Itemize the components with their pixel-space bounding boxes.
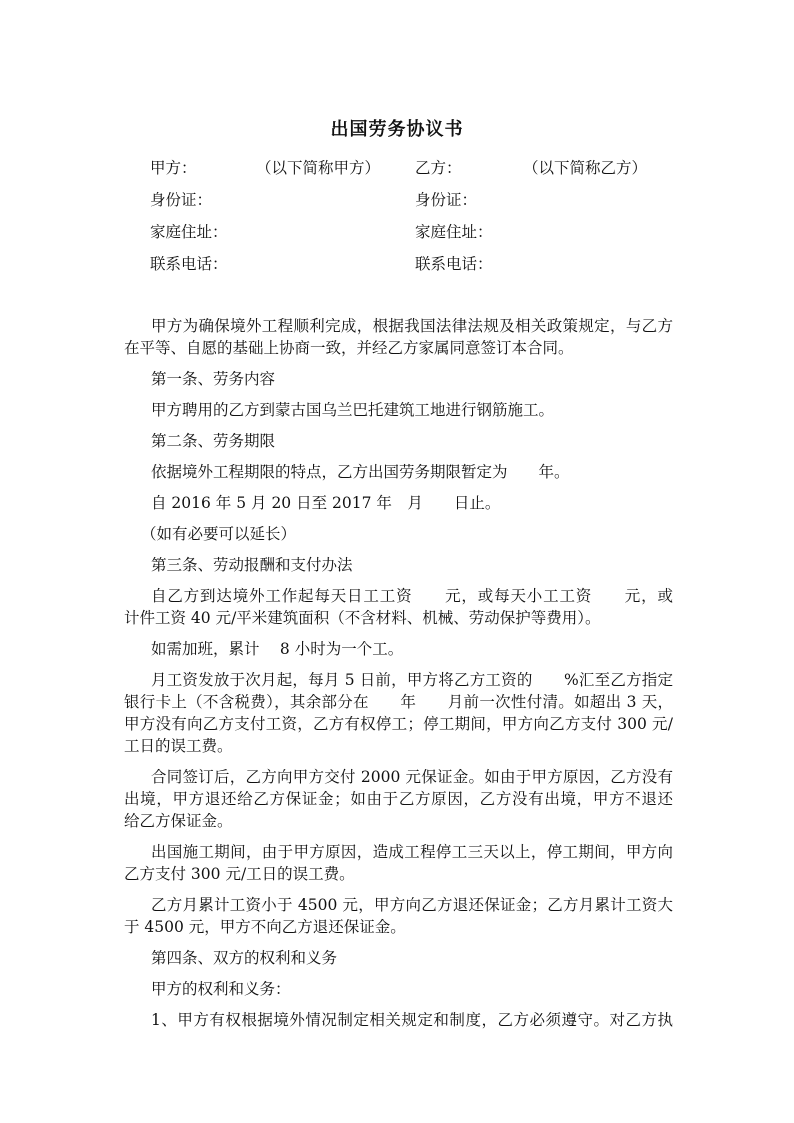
- preamble: [124, 315, 673, 359]
- paragraph-line: 出国施工期间，由于甲方原因，造成工程停工三天以上，停工期间，甲方向: [151, 843, 673, 861]
- article-1-heading: [124, 368, 673, 390]
- paragraph-line: 出境，甲方退还给乙方保证金；如由于乙方原因，乙方没有出境，甲方不退还: [124, 790, 673, 808]
- paragraph-line: 乙方支付 300 元/工日的误工费。: [124, 865, 355, 883]
- article-3-paragraph-deposit-refund: [124, 894, 673, 938]
- party-info: [0, 152, 794, 280]
- paragraph-line: 甲方没有向乙方支付工资，乙方有权停工；停工期间，甲方向乙方支付 300 元/: [124, 715, 673, 733]
- paragraph-line: 工日的误工费。: [124, 737, 233, 755]
- article-2-heading: [124, 430, 673, 452]
- paragraph-line: （如有必要可以延长）: [141, 525, 297, 543]
- article-4-heading: [124, 947, 673, 969]
- article-4-paragraph-party-a-rights: [124, 978, 673, 1000]
- paragraph-line: 乙方月累计工资小于 4500 元，甲方向乙方退还保证金；乙方月累计工资大: [151, 896, 673, 914]
- paragraph-line: 1、甲方有权根据境外情况制定相关规定和制度，乙方必须遵守。对乙方执: [151, 1011, 673, 1029]
- party-a-address-label: 家庭住址：: [150, 223, 228, 241]
- party-a-note: （以下简称甲方）: [256, 159, 381, 177]
- article-3-paragraph-overtime: [124, 638, 673, 660]
- party-row-id: [0, 184, 794, 216]
- article-heading: 第三条、劳动报酬和支付办法: [151, 556, 353, 574]
- article-2-paragraph-dates: [124, 492, 673, 514]
- paragraph-line: 依据境外工程期限的特点，乙方出国劳务期限暂定为 年。: [151, 463, 570, 481]
- paragraph-line: 甲方的权利和义务：: [151, 980, 291, 998]
- party-row-names: [0, 152, 794, 184]
- paragraph-line: 银行卡上（不含税费），其余部分在 年 月前一次性付清。如超出 3 天，: [124, 693, 673, 711]
- party-b-phone-label: 联系电话：: [415, 255, 493, 273]
- article-3-paragraph-payment: [124, 669, 673, 757]
- party-b-id-label: 身份证：: [415, 191, 478, 209]
- article-2-paragraph-extension: [124, 523, 673, 545]
- paragraph-line: 自 2016 年 5 月 20 日至 2017 年 月 日止。: [151, 494, 501, 512]
- contract-body: [124, 315, 673, 1040]
- party-a-phone-label: 联系电话：: [150, 255, 228, 273]
- paragraph-line: 计件工资 40 元/平米建筑面积（不含材料、机械、劳动保护等费用）。: [124, 609, 601, 627]
- party-b-label: 乙方：: [415, 159, 462, 177]
- preamble-line: 在平等、自愿的基础上协商一致，并经乙方家属同意签订本合同。: [124, 339, 574, 357]
- paragraph-line: 月工资发放于次月起，每月 5 日前，甲方将乙方工资的 %汇至乙方指定: [151, 671, 673, 689]
- article-heading: 第二条、劳务期限: [151, 432, 276, 450]
- paragraph-line: 甲方聘用的乙方到蒙古国乌兰巴托建筑工地进行钢筋施工。: [151, 401, 555, 419]
- article-3-heading: [124, 554, 673, 576]
- paragraph-line: 如需加班，累计 8 小时为一个工。: [151, 640, 404, 658]
- article-3-paragraph-wages: [124, 585, 673, 629]
- paragraph-line: 合同签订后，乙方向甲方交付 2000 元保证金。如由于甲方原因，乙方没有: [151, 768, 673, 786]
- article-heading: 第一条、劳务内容: [151, 370, 276, 388]
- article-2-paragraph-term: [124, 461, 673, 483]
- party-b-note: （以下简称乙方）: [523, 159, 648, 177]
- article-3-paragraph-downtime: [124, 841, 673, 885]
- party-a-label: 甲方：: [150, 159, 197, 177]
- article-heading: 第四条、双方的权利和义务: [151, 949, 338, 967]
- party-row-address: [0, 216, 794, 248]
- party-row-phone: [0, 248, 794, 280]
- document-title: 出国劳务协议书: [330, 119, 464, 140]
- article-4-paragraph-item-1: [124, 1009, 673, 1031]
- party-b-address-label: 家庭住址：: [415, 223, 493, 241]
- article-1-paragraph: [124, 399, 673, 421]
- preamble-line: 甲方为确保境外工程顺利完成，根据我国法律法规及相关政策规定，与乙方: [151, 317, 673, 335]
- paragraph-line: 给乙方保证金。: [124, 812, 233, 830]
- paragraph-line: 于 4500 元，甲方不向乙方退还保证金。: [124, 918, 406, 936]
- paragraph-line: 自乙方到达境外工作起每天日工工资 元，或每天小工工资 元，或: [151, 587, 673, 605]
- article-3-paragraph-deposit: [124, 766, 673, 832]
- party-a-id-label: 身份证：: [150, 191, 213, 209]
